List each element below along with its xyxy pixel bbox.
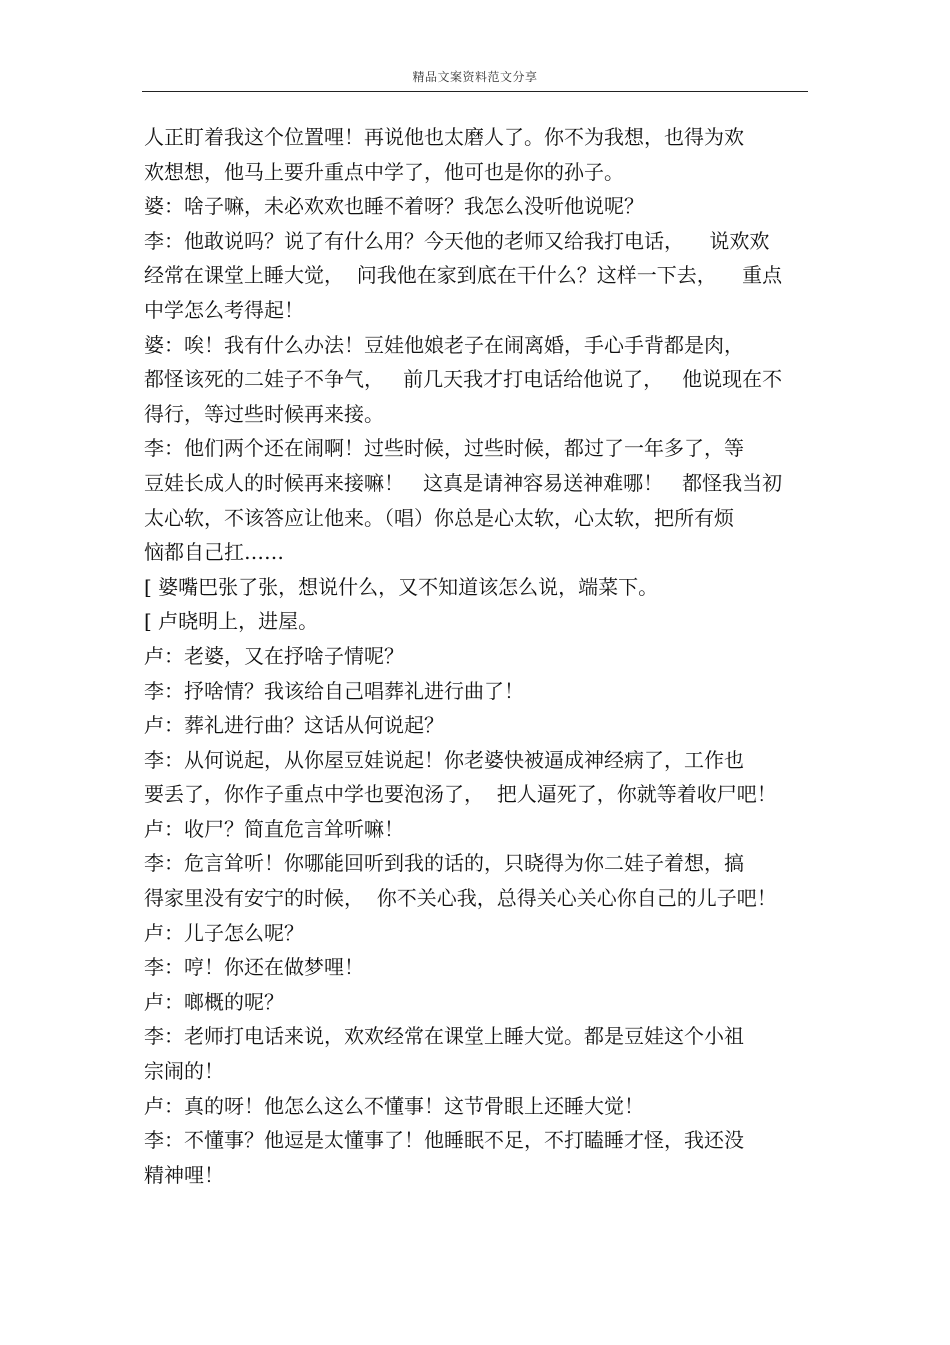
text-line: 得家里没有安宁的时候， 你不关心我，总得关心关心你自己的儿子吧！: [144, 886, 777, 911]
text-line: 李：危言耸听！你哪能回听到我的话的，只晓得为你二娃子着想，搞: [144, 851, 744, 876]
text-line: 经常在课堂上睡大觉， 问我他在家到底在干什么？这样一下去， 重点: [144, 263, 783, 288]
text-line: 李：哼！你还在做梦哩！: [144, 955, 364, 980]
text-line: 李：从何说起，从你屋豆娃说起！你老婆快被逼成神经病了，工作也: [144, 747, 744, 772]
header-divider: [142, 91, 808, 92]
text-line: 卢：收尸？简直危言耸听嘛！: [144, 816, 404, 841]
text-line: 婆：啥子嘛，未必欢欢也睡不着呀？我怎么没听他说呢？: [144, 194, 644, 219]
text-line: 要丢了，你作子重点中学也要泡汤了， 把人逼死了，你就等着收尸吧！: [144, 782, 777, 807]
text-line: 李：抒啥情？我该给自己唱葬礼进行曲了！: [144, 678, 524, 703]
text-line: 得行，等过些时候再来接。: [144, 401, 384, 426]
stage-direction: [ 婆嘴巴张了张，想说什么，又不知道该怎么说，端菜下。: [144, 574, 659, 599]
text-line: 李：他敢说吗？说了有什么用？今天他的老师又给我打电话， 说欢欢: [144, 228, 770, 253]
text-line: 都怪该死的二娃子不争气， 前几天我才打电话给他说了， 他说现在不: [144, 367, 783, 392]
text-line: 婆：唉！我有什么办法！豆娃他娘老子在闹离婚，手心手背都是肉，: [144, 332, 744, 357]
script-body: [144, 120, 806, 1192]
text-line: 太心软，不该答应让他来。（唱）你总是心太软，心太软，把所有烦: [144, 505, 734, 530]
text-line: 恼都自己扛……: [144, 540, 284, 565]
text-line: 宗闹的！: [144, 1059, 224, 1084]
text-line: 卢：儿子怎么呢？: [144, 920, 304, 945]
stage-direction: [ 卢晓明上，进屋。: [144, 609, 319, 634]
text-line: 精神哩！: [144, 1162, 224, 1187]
text-line: 卢：真的呀！他怎么这么不懂事！这节骨眼上还睡大觉！: [144, 1093, 644, 1118]
text-line: 卢：啷概的呢？: [144, 989, 284, 1014]
text-line: 李：不懂事？他逗是太懂事了！他睡眠不足，不打瞌睡才怪，我还没: [144, 1128, 744, 1153]
text-line: 人正盯着我这个位置哩！再说他也太磨人了。你不为我想，也得为欢: [144, 125, 744, 149]
text-line: 中学怎么考得起！: [144, 297, 304, 322]
text-line: 卢：葬礼进行曲？这话从何说起？: [144, 713, 444, 738]
text-line: 卢：老婆，又在抒啥子情呢？: [144, 643, 404, 668]
text-line: 豆娃长成人的时候再来接嘛！ 这真是请神容易送神难哪！ 都怪我当初: [144, 470, 783, 495]
text-line: 欢想想，他马上要升重点中学了，他可也是你的孙子。: [144, 159, 624, 184]
page-header: 精品文案资料范文分享: [412, 70, 538, 84]
text-line: 李：他们两个还在闹啊！过些时候，过些时候，都过了一年多了，等: [144, 436, 744, 461]
text-line: 李：老师打电话来说，欢欢经常在课堂上睡大觉。都是豆娃这个小祖: [144, 1024, 744, 1049]
